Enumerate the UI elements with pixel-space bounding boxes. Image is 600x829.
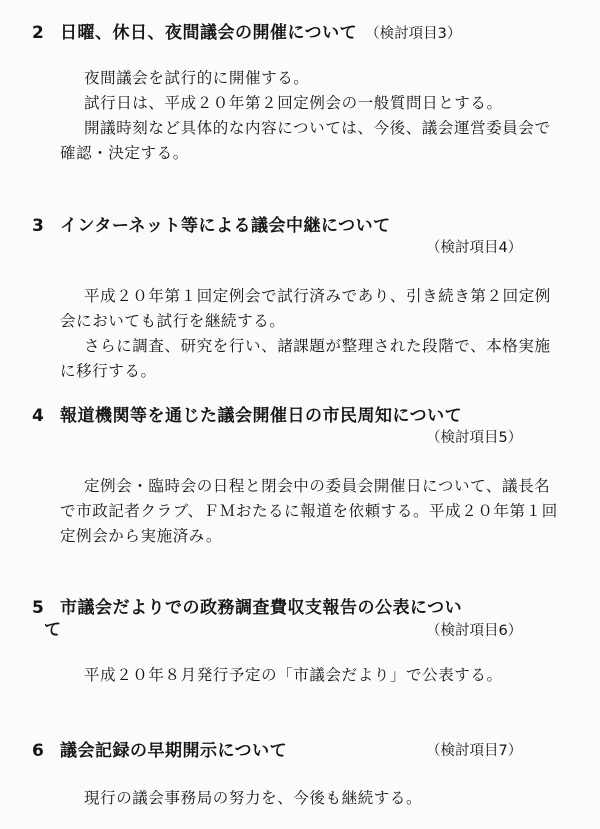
- section-2-heading: [32, 22, 461, 45]
- paragraph: 夜間議会を試行的に開催する。: [84, 69, 310, 87]
- section-number: 4: [32, 406, 45, 426]
- section-title: 日曜、休日、夜間議会の開催について: [60, 23, 358, 43]
- section-title: 議会記録の早期開示について: [60, 741, 288, 761]
- paragraph: 定例会・臨時会の日程と閉会中の委員会開催日について、議長名で市政記者クラブ、ＦＭおたるに報道を依頼する。平成２０年第１回定例会から実施済み。: [60, 477, 558, 545]
- paragraph: 試行日は、平成２０年第２回定例会の一般質問日とする。: [84, 94, 503, 112]
- section-title-line2: て: [44, 620, 62, 640]
- section-4-heading: [32, 405, 462, 427]
- paragraph: 開議時刻など具体的な内容については、今後、議会運営委員会で確認・決定する。: [60, 119, 551, 162]
- section-5-ref: （検討項目6）: [426, 623, 523, 639]
- section-3-heading: [32, 215, 391, 237]
- paragraph: 現行の議会事務局の努力を、今後も継続する。: [84, 789, 423, 807]
- section-3-ref: （検討項目4）: [426, 240, 523, 256]
- section-6-body: [60, 786, 560, 811]
- section-2-body: [60, 66, 560, 166]
- section-title: インターネット等による議会中継について: [60, 216, 391, 236]
- section-number: 2: [32, 23, 45, 43]
- section-title: 報道機関等を通じた議会開催日の市民周知について: [60, 406, 463, 426]
- section-3-body: [60, 284, 560, 384]
- section-4-ref: （検討項目5）: [426, 430, 523, 446]
- section-4-body: [60, 474, 560, 549]
- paragraph: 平成２０年第１回定例会で試行済みであり、引き続き第２回定例会においても試行を継続する。: [60, 287, 551, 330]
- section-number: 3: [32, 216, 45, 236]
- section-ref: （検討項目3）: [365, 26, 462, 42]
- section-5-heading: [32, 597, 462, 641]
- paragraph: さらに調査、研究を行い、諸課題が整理された段階で、本格実施に移行する。: [60, 337, 551, 380]
- section-6-heading: [32, 740, 287, 762]
- section-title-line1: 市議会だよりでの政務調査費収支報告の公表につい: [60, 598, 463, 618]
- section-6-ref: （検討項目7）: [426, 743, 523, 759]
- paragraph: 平成２０年８月発行予定の「市議会だより」で公表する。: [84, 666, 503, 684]
- section-number: 6: [32, 741, 45, 761]
- section-number: 5: [32, 598, 45, 618]
- section-5-body: [60, 663, 560, 688]
